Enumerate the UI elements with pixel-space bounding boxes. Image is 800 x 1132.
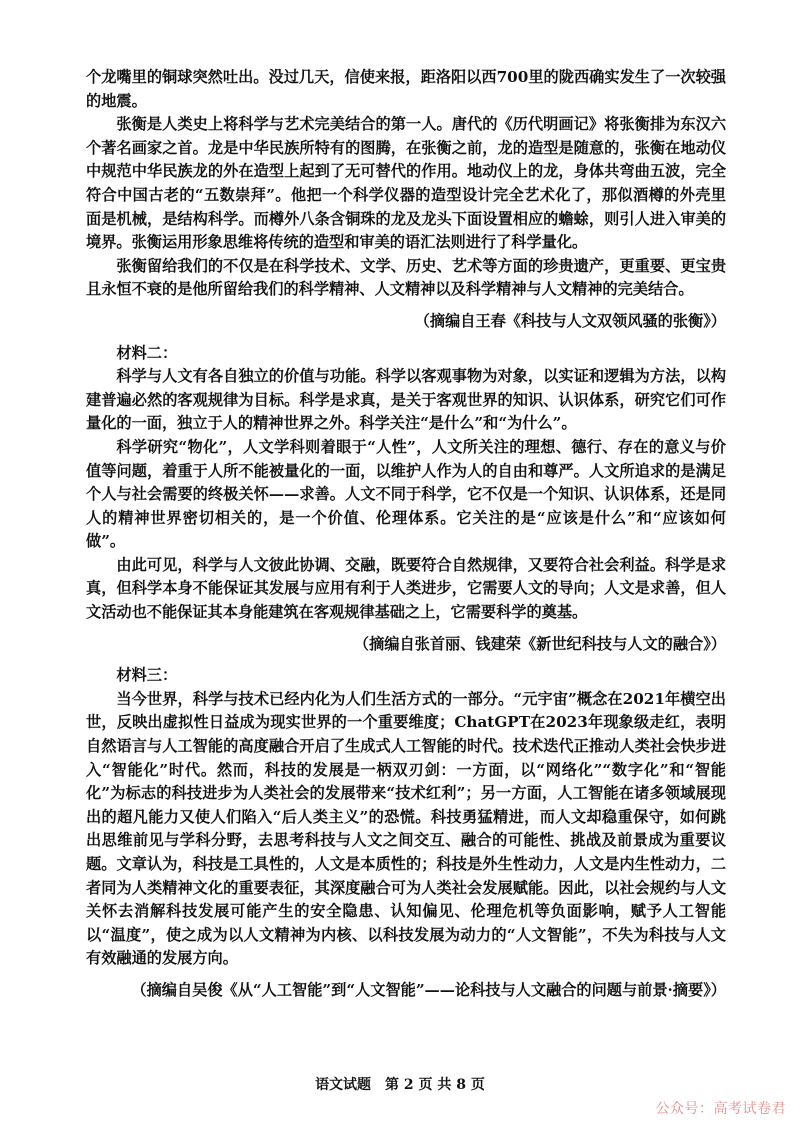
page-footer: 语文试题 第 2 页 共 8 页 (315, 1077, 485, 1093)
paragraph: 当今世界，科学与技术已经内化为人们生活方式的一部分。“元宇宙”概念在2021年横空出世，反映出虚拟性日益成为现实世界的一个重要维度；ChatGPT在2023年现象级走红，表明自然语言与人工智能的高度融合开启了生成式人工智能的时代。技术迭代正推动人类社会快步进入“智能化”时代。然而，科技的发展是一柄双刃剑：一方面，以“网络化”“数字化”和“智能化”为标志的科技进步为人类社会的发展带来“技术红利”；另一方面，人工智能在诸多领域展现出的超凡能力又使人们陷入“后人类主义”的恐慌。科技勇猛精进，而人文却稳重保守，如何跳出思维前见与学科分野，去思考科技与人文之间交互、融合的可能性、挑战及前景成为重要议题。文章认为，科技是工具性的，人文是本质性的；科技是外生性动力，人文是内生性动力，二者同为人类精神文化的重要表征，其深度融合可为人类社会发展赋能。因此，以社会规约与人文关怀去消解科技发展可能产生的安全隐患、认知偏见、伦理危机等负面影响，赋予人工智能以“温度”，使之成为以人文精神为内核、以科技发展为动力的“人文智能”，不失为科技与人文有效融通的发展方向。 (86, 689, 726, 968)
paragraph: 张衡是人类史上将科学与艺术完美结合的第一人。唐代的《历代明画记》将张衡排为东汉六个著名画家之首。龙是中华民族所特有的图腾，在张衡之前，龙的造型是随意的，张衡在地动仪中规范中华民族龙的外在造型上起到了无可替代的作用。地动仪上的龙，身体共弯曲五波，完全符合中国古老的“五数崇拜”。他把一个科学仪器的造型设计完全艺术化了，那似酒樽的外壳里面是机械，是结构科学。而樽外八条含铜珠的龙及龙头下面设置相应的蟾蜍，则引人进入审美的境界。张衡运用形象思维将传统的造型和审美的语汇法则进行了科学量化。 (86, 115, 726, 252)
source-citation-3: （摘编自吴俊《从“人工智能”到“人文智能”——论科技与人文融合的问题与前景·摘要》） (131, 980, 726, 999)
material-2-label: 材料二： (116, 343, 178, 362)
paragraph: 张衡留给我们的不仅是在科学技术、文学、历史、艺术等方面的珍贵遗产，更重要、更宝贵且永恒不衰的是他所留给我们的科学精神、人文精神以及科学精神与人文精神的完美结合。 (86, 256, 726, 299)
article-body (86, 66, 726, 1007)
paragraph: 科学研究“物化”，人文学科则着眼于“人性”，人文所关注的理想、德行、存在的意义与价值等问题，着重于人所不能被量化的一面，以维护人作为人的自由和尊严。人文所追求的是满足个人与社会需要的终极关怀——求善。人文不同于科学，它不仅是一个知识、认识体系，还是同人的精神世界密切相关的，是一个价值、伦理体系。它关注的是“应该是什么”和“应该如何做”。 (86, 437, 726, 551)
paragraph: 个龙嘴里的铜球突然吐出。没过几天，信使来报，距洛阳以西700里的陇西确实发生了一次较强的地震。 (86, 68, 726, 110)
source-citation-1: （摘编自王春《科技与人文双领风骚的张衡》） (414, 311, 726, 330)
source-citation-2: （摘编自张首丽、钱建荣《新世纪科技与人文的融合》） (353, 634, 726, 653)
paragraph: 科学与人文有各自独立的价值与功能。科学以客观事物为对象，以实证和逻辑为方法，以构建普遍必然的客观规律为目标。科学是求真，是关于客观世界的知识、认识体系，研究它们可作量化的一面，独立于人的精神世界之外。科学关注“是什么”和“为什么”。 (86, 367, 726, 433)
watermark: 公众号：高考试卷君 (655, 1101, 786, 1117)
material-3-label: 材料三： (116, 666, 178, 685)
paragraph: 由此可见，科学与人文彼此协调、交融，既要符合自然规律，又要符合社会利益。科学是求真，但科学本身不能保证其发展与应用有利于人类进步，它需要人文的导向；人文是求善，但人文活动也不能保证其本身能建筑在客观规律基础之上，它需要科学的奠基。 (86, 555, 726, 622)
